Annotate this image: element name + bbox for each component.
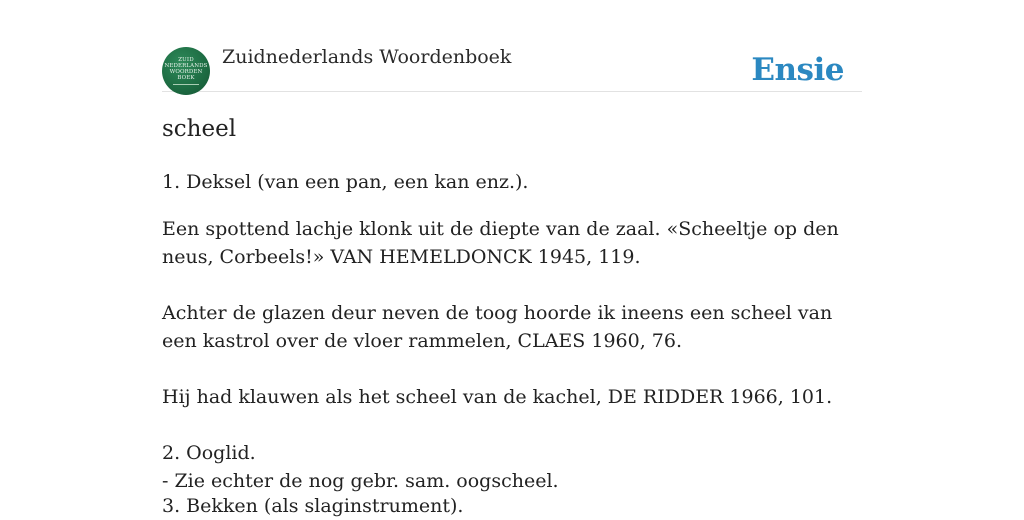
logo-line-3: WOORDEN <box>169 69 203 75</box>
sense-2: 2. Ooglid. <box>162 442 256 464</box>
headword: scheel <box>162 116 237 142</box>
page-header <box>162 46 862 92</box>
sense-2-note: - Zie echter de nog gebr. sam. oogscheel. <box>162 470 559 492</box>
logo-line-4: BOEK <box>177 75 195 81</box>
sense-1: 1. Deksel (van een pan, een kan enz.). <box>162 171 529 193</box>
dictionary-title-link[interactable]: Zuidnederlands Woordenboek <box>222 46 512 68</box>
quote-1: Een spottend lachje klonk uit de diepte van de zaal. «Scheeltje op den neus, Corbeels!» VAN HEMELDONCK 1945, 119. <box>162 218 839 268</box>
sense-3: 3. Bekken (als slaginstrument). <box>162 495 464 517</box>
quote-2: Achter de glazen deur neven de toog hoorde ik ineens een scheel van een kastrol over de vloer rammelen, CLAES 1960, 76. <box>162 302 833 352</box>
dictionary-logo[interactable] <box>162 47 210 95</box>
ensie-brand-link[interactable]: Ensie <box>751 52 844 88</box>
quote-3: Hij had klauwen als het scheel van de kachel, DE RIDDER 1966, 101. <box>162 386 833 408</box>
logo-line-1: ZUID <box>178 57 194 63</box>
logo-rule <box>173 84 199 85</box>
logo-line-2: NEDERLANDS <box>164 63 208 69</box>
